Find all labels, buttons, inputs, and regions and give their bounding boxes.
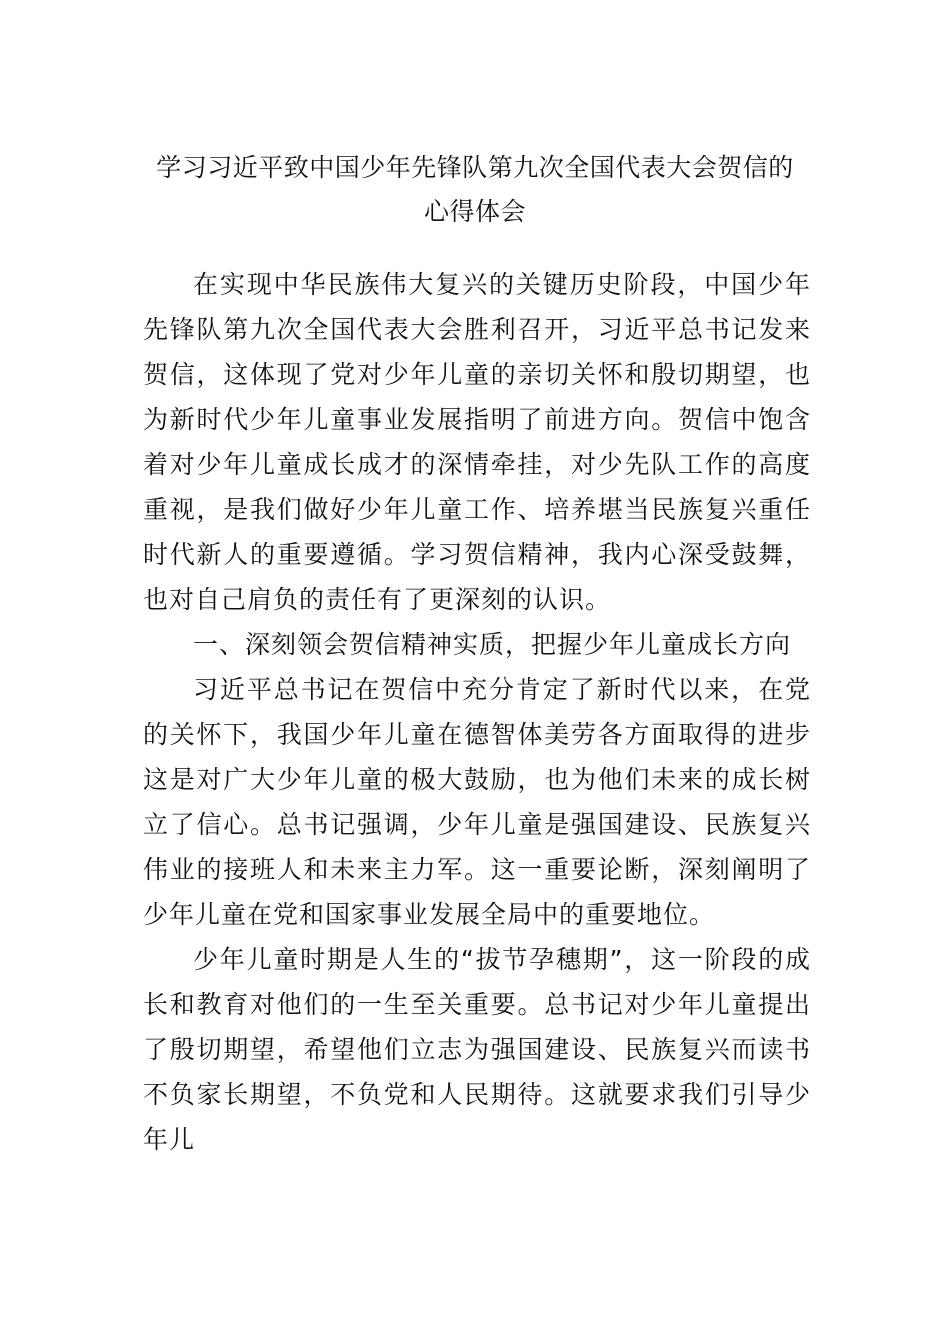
- section-heading-1: 一、深刻领会贺信精神实质，把握少年儿童成长方向: [193, 630, 792, 659]
- paragraph-section1-a: 习近平总书记在贺信中充分肯定了新时代以来，在党的关怀下，我国少年儿童在德智体美劳各方面取得的进步这是对广大少年儿童的极大鼓励，也为他们未来的成长树立了信心。总书记强调，少年儿童是强国建设、民族复兴伟业的接班人和未来主力军。这一重要论断，深刻阐明了少年儿童在党和国家事业发展全局中的重要地位。: [143, 675, 811, 929]
- title-line-1: 学习习近平致中国少年先锋队第九次全国代表大会贺信的: [156, 153, 794, 182]
- paragraph-section1-b: 少年儿童时期是人生的“拔节孕穗期”，这一阶段的成长和教育对他们的一生至关重要。总书记对少年儿童提出了殷切期望，希望他们立志为强国建设、民族复兴而读书不负家长期望，不负党和人民期待。这就要求我们引导少年儿: [143, 945, 811, 1154]
- title-line-2: 心得体会: [423, 197, 526, 226]
- paragraph-intro: 在实现中华民族伟大复兴的关键历史阶段，中国少年先锋队第九次全国代表大会胜利召开，习近平总书记发来贺信，这体现了党对少年儿童的亲切关怀和殷切期望，也为新时代少年儿童事业发展指明了前进方向。贺信中饱含着对少年儿童成长成才的深情牵挂，对少先队工作的高度重视，是我们做好少年儿童工作、培养堪当民族复兴重任时代新人的重要遵循。学习贺信精神，我内心深受鼓舞，也对自己肩负的责任有了更深刻的认识。: [143, 270, 811, 614]
- document-title: [140, 146, 810, 234]
- document-body: [143, 262, 811, 1162]
